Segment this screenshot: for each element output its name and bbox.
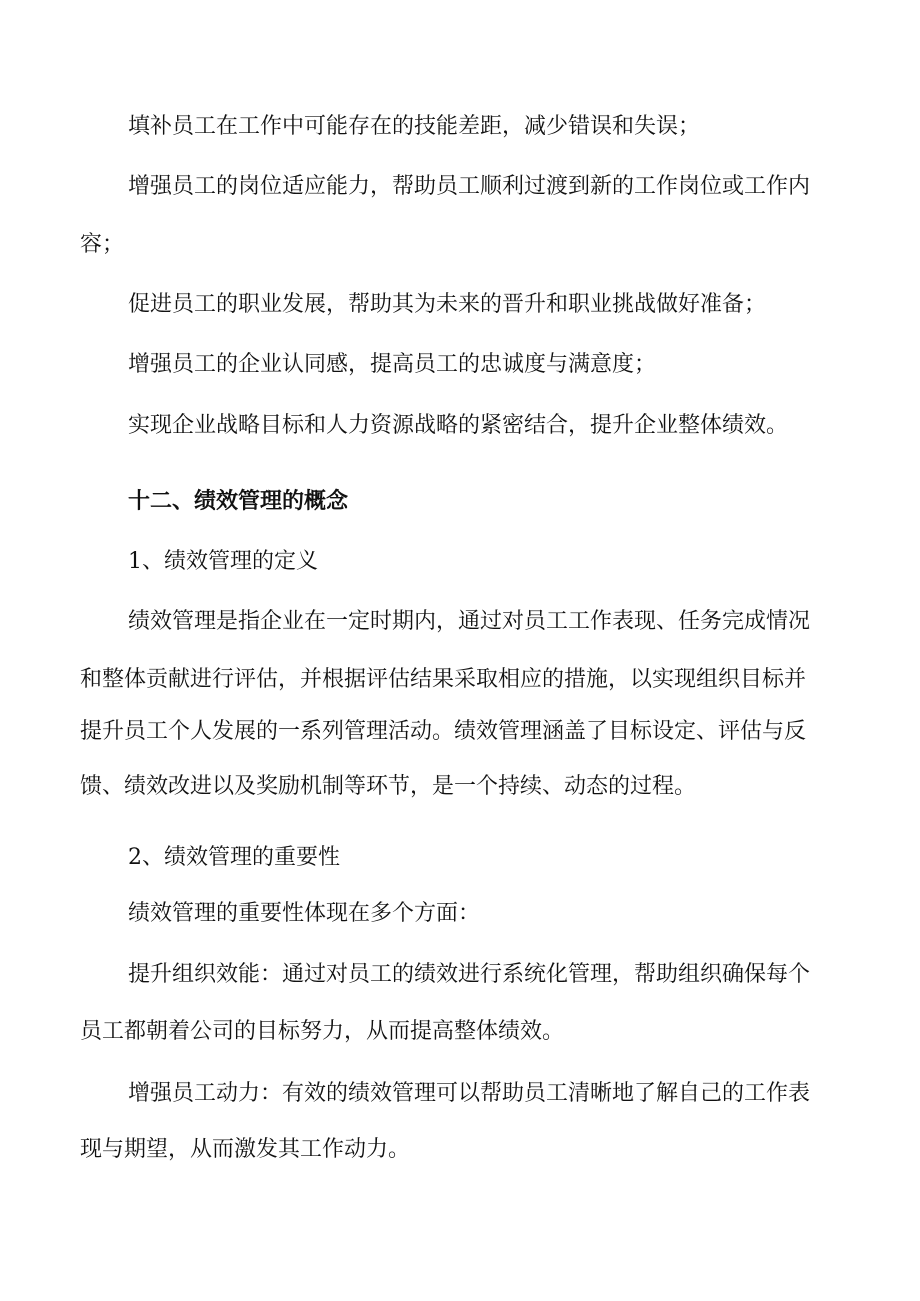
section-heading: 十二、绩效管理的概念 [128, 488, 349, 514]
importance-motivation-line1: 增强员工动力：有效的绩效管理可以帮助员工清晰地了解自己的工作表 [128, 1081, 811, 1106]
bullet-adaptability-line1: 增强员工的岗位适应能力，帮助员工顺利过渡到新的工作岗位或工作内 [128, 174, 811, 199]
importance-motivation-line2: 现与期望，从而激发其工作动力。 [80, 1137, 411, 1162]
bullet-identity-loyalty: 增强员工的企业认同感，提高员工的忠诚度与满意度； [128, 352, 657, 377]
bullet-strategy-alignment: 实现企业战略目标和人力资源战略的紧密结合，提升企业整体绩效。 [128, 413, 789, 438]
subheading-definition: 1、绩效管理的定义 [128, 549, 318, 574]
definition-paragraph-line1: 绩效管理是指企业在一定时期内，通过对员工工作表现、任务完成情况 [128, 609, 811, 634]
bullet-adaptability-line2: 容； [80, 232, 125, 257]
bullet-career-development: 促进员工的职业发展，帮助其为未来的晋升和职业挑战做好准备； [128, 292, 767, 317]
definition-paragraph-line4: 馈、绩效改进以及奖励机制等环节，是一个持续、动态的过程。 [80, 774, 697, 799]
definition-paragraph-line3: 提升员工个人发展的一系列管理活动。绩效管理涵盖了目标设定、评估与反 [80, 719, 807, 744]
importance-efficiency-line2: 员工都朝着公司的目标努力，从而提高整体绩效。 [80, 1019, 565, 1044]
importance-efficiency-line1: 提升组织效能：通过对员工的绩效进行系统化管理，帮助组织确保每个 [128, 962, 811, 987]
definition-paragraph-line2: 和整体贡献进行评估，并根据评估结果采取相应的措施，以实现组织目标并 [80, 667, 807, 692]
bullet-skill-gap: 填补员工在工作中可能存在的技能差距，减少错误和失误； [128, 114, 701, 139]
importance-intro: 绩效管理的重要性体现在多个方面： [128, 901, 481, 926]
subheading-importance: 2、绩效管理的重要性 [128, 845, 340, 870]
